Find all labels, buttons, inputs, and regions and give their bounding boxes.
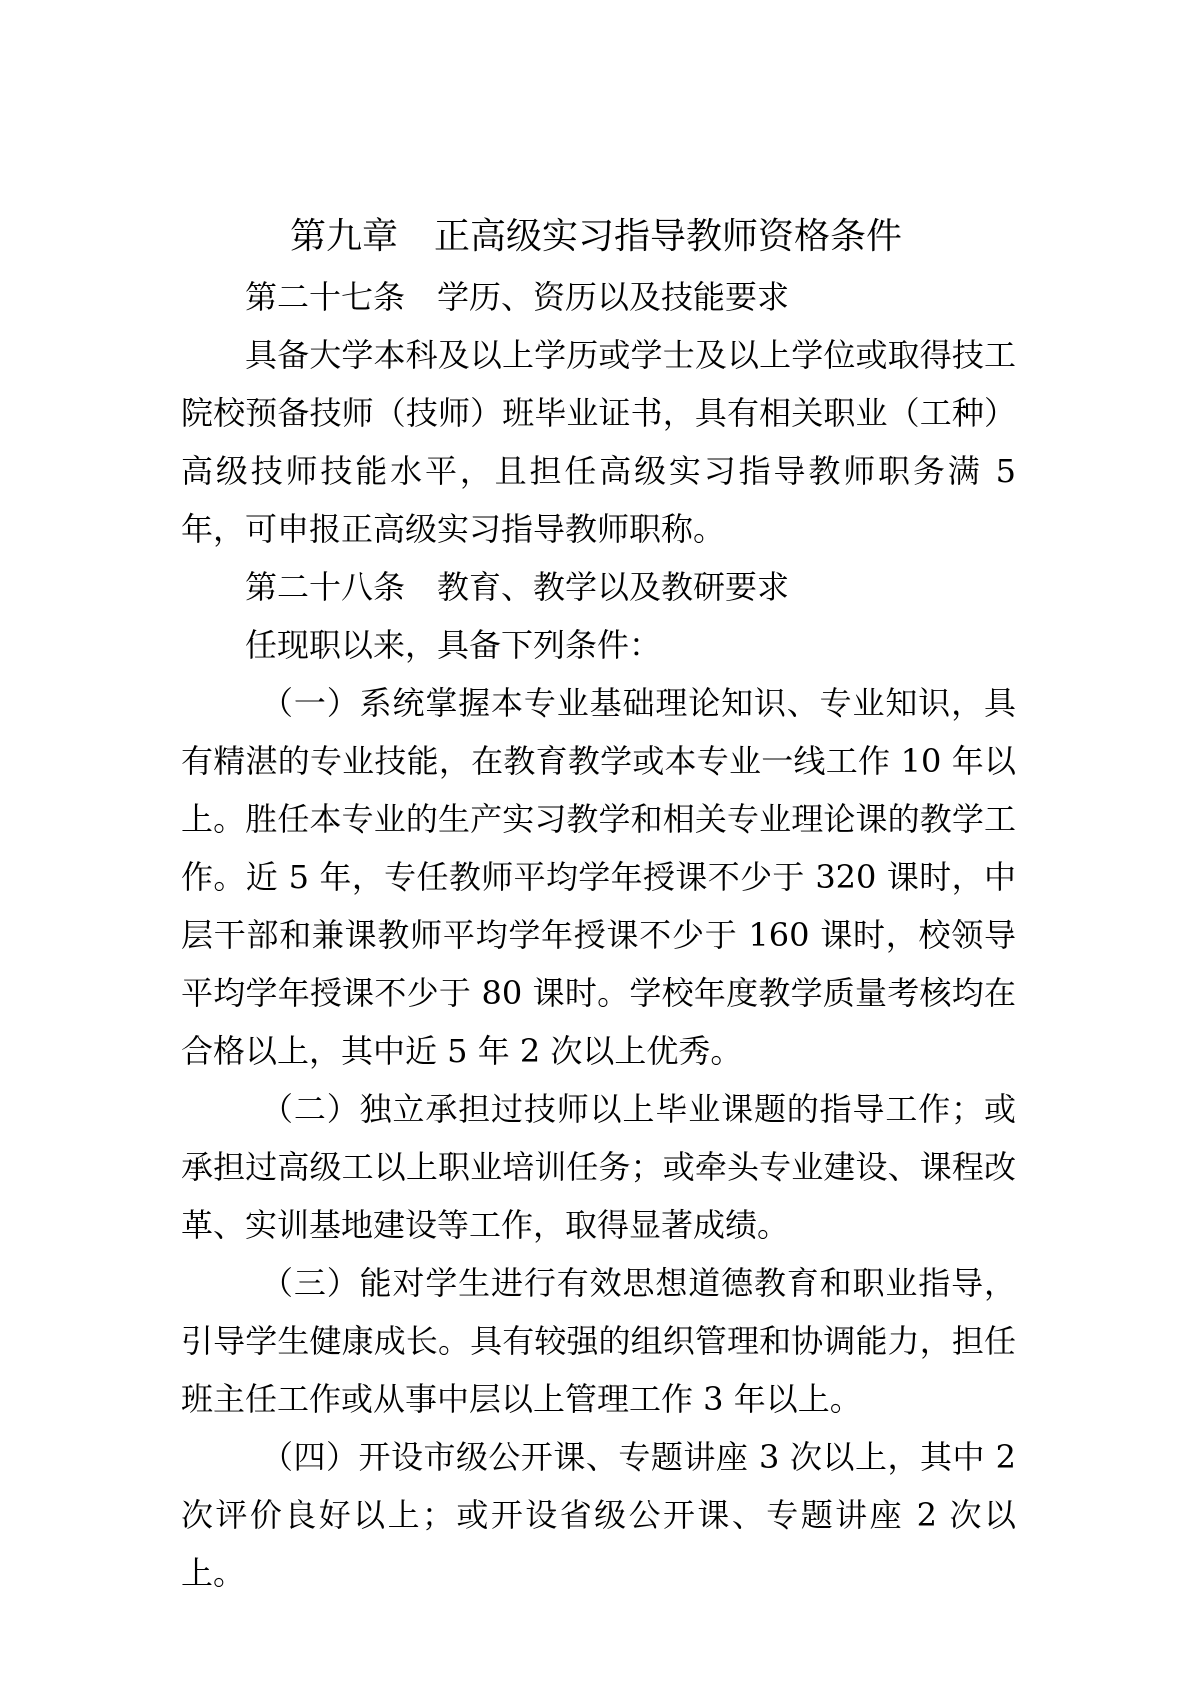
condition-item-1: （一）系统掌握本专业基础理论知识、专业知识，具有精湛的专业技能，在教育教学或本专业一线工作 10 年以上。胜任本专业的生产实习教学和相关专业理论课的教学工作。近 5 年，专任教师平均学年授课不少于 320 课时，中层干部和兼课教师平均学年授课不少于 160 课时，校领导平均学年授课不少于 80 课时。学校年度教学质量考核均在合格以上，其中近 5 年 2 次以上优秀。 — [181, 684, 1016, 1070]
article-28-intro: 任现职以来，具备下列条件： — [245, 626, 662, 664]
article-28-heading: 第二十八条 教育、教学以及教研要求 — [245, 568, 790, 606]
document-body — [181, 206, 1016, 1602]
article-27-text: 具备大学本科及以上学历或学士及以上学位或取得技工院校预备技师（技师）班毕业证书，具有相关职业（工种）高级技师技能水平，且担任高级实习指导教师职务满 5 年，可申报正高级实习指导教师职称。 — [181, 336, 1016, 548]
article-27-heading: 第二十七条 学历、资历以及技能要求 — [245, 278, 790, 316]
chapter-title: 第九章 正高级实习指导教师资格条件 — [290, 216, 903, 257]
condition-item-4: （四）开设市级公开课、专题讲座 3 次以上，其中 2 次评价良好以上；或开设省级公开课、专题讲座 2 次以上。 — [181, 1438, 1016, 1592]
condition-item-3: （三）能对学生进行有效思想道德教育和职业指导，引导学生健康成长。具有较强的组织管理和协调能力，担任班主任工作或从事中层以上管理工作 3 年以上。 — [181, 1264, 1016, 1418]
condition-item-2: （二）独立承担过技师以上毕业课题的指导工作；或承担过高级工以上职业培训任务；或牵头专业建设、课程改革、实训基地建设等工作，取得显著成绩。 — [181, 1090, 1016, 1244]
